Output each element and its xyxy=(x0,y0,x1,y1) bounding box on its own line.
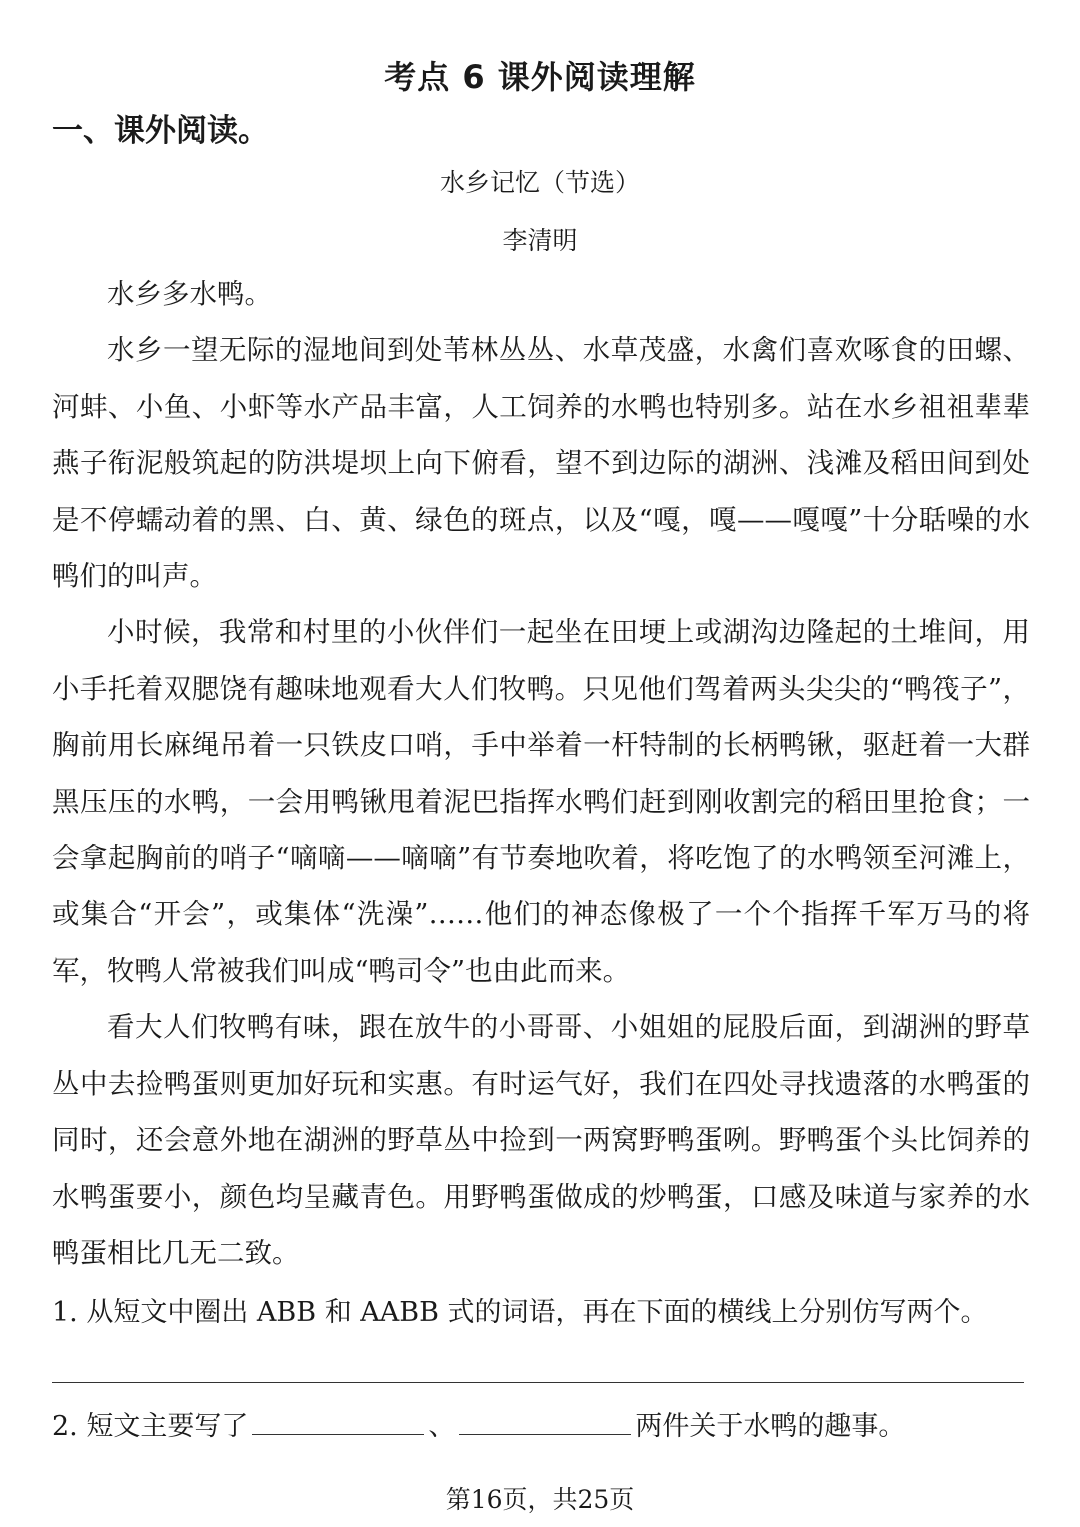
page-title: 考点 6 课外阅读理解 xyxy=(384,58,696,96)
question-2 xyxy=(52,1402,905,1452)
article-title: 水乡记忆（节选） xyxy=(439,168,640,197)
question-2-prefix: 2. 短文主要写了 xyxy=(52,1411,249,1442)
article-author: 李清明 xyxy=(502,226,578,255)
answer-blank-1[interactable] xyxy=(252,1408,424,1435)
answer-blank-2[interactable] xyxy=(459,1408,631,1435)
question-2-separator: 、 xyxy=(428,1411,456,1442)
paragraph-2: 水乡一望无际的湿地间到处苇林丛丛、水草茂盛，水禽们喜欢啄食的田螺、河蚌、小鱼、小虾等水产品丰富，人工饲养的水鸭也特别多。站在水乡祖祖辈辈燕子衔泥般筑起的防洪堤坝上向下俯看，望不到边际的湖洲、浅滩及稻田间到处是不停蠕动着的黑、白、黄、绿色的斑点，以及“嘎，嘎——嘎嘎”十分聒噪的水鸭们的叫声。 xyxy=(52,334,1030,593)
paragraph-1: 水乡多水鸭。 xyxy=(107,278,272,310)
page-number: 第16页，共25页 xyxy=(445,1485,635,1514)
section-heading: 一、课外阅读。 xyxy=(52,113,269,149)
question-1: 1. 从短文中圈出 ABB 和 AABB 式的词语，再在下面的横线上分别仿写两个。 xyxy=(52,1297,988,1328)
answer-line-q1[interactable] xyxy=(52,1382,1024,1383)
paragraph-4: 看大人们牧鸭有味，跟在放牛的小哥哥、小姐姐的屁股后面，到湖洲的野草丛中去捡鸭蛋则更加好玩和实惠。有时运气好，我们在四处寻找遗落的水鸭蛋的同时，还会意外地在湖洲的野草丛中捡到一两窝野鸭蛋咧。野鸭蛋个头比饲养的水鸭蛋要小，颜色均呈藏青色。用野鸭蛋做成的炒鸭蛋，口感及味道与家养的水鸭蛋相比几无二致。 xyxy=(52,1011,1030,1269)
paragraph-3: 小时候，我常和村里的小伙伴们一起坐在田埂上或湖沟边隆起的土堆间，用小手托着双腮饶有趣味地观看大人们牧鸭。只见他们驾着两头尖尖的“鸭筏子”，胸前用长麻绳吊着一只铁皮口哨，手中举着一杆特制的长柄鸭锹，驱赶着一大群黑压压的水鸭，一会用鸭锹甩着泥巴指挥水鸭们赶到刚收割完的稻田里抢食；一会拿起胸前的哨子“嘀嘀——嘀嘀”有节奏地吹着，将吃饱了的水鸭领至河滩上，或集合“开会”，或集体“洗澡”……他们的神态像极了一个个指挥千军万马的将军，牧鸭人常被我们叫成“鸭司令”也由此而来。 xyxy=(52,616,1030,987)
article-body xyxy=(52,266,1030,1281)
question-2-suffix: 两件关于水鸭的趣事。 xyxy=(635,1411,906,1442)
